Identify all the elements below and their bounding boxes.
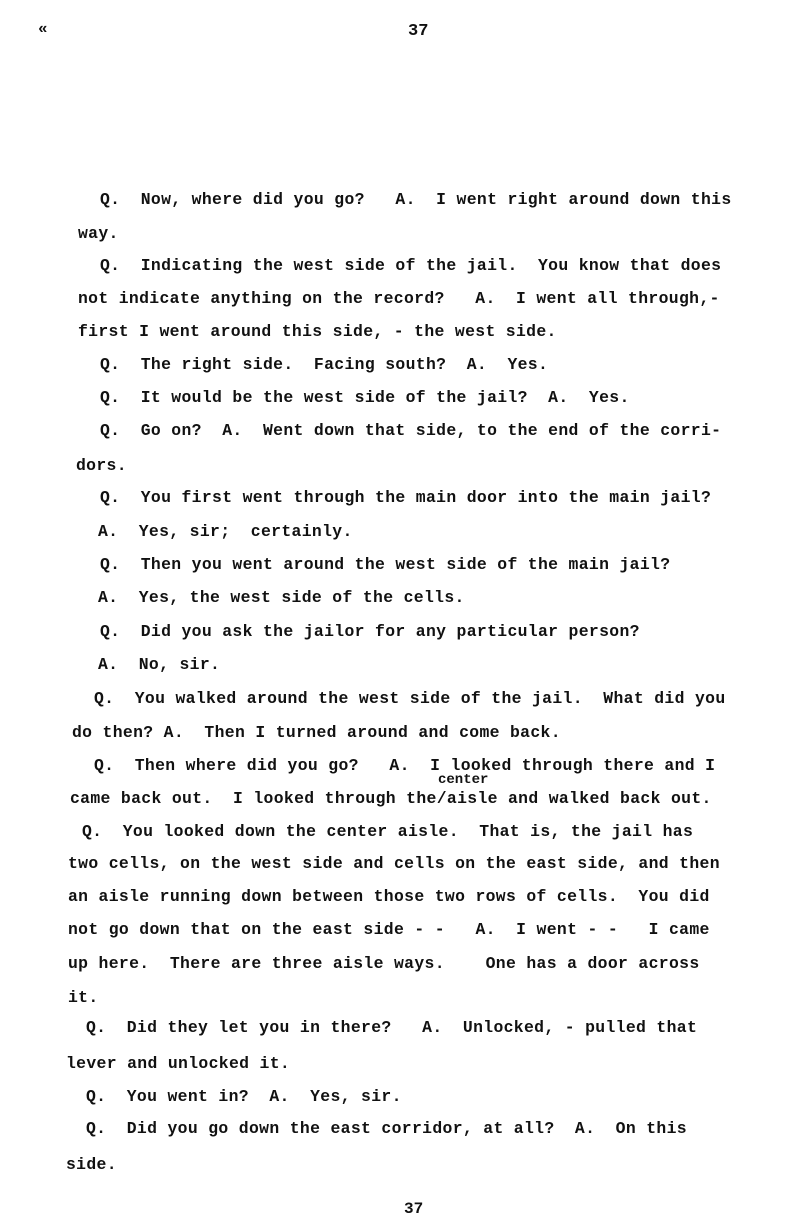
margin-mark: « bbox=[38, 20, 48, 38]
transcript-line: way. bbox=[78, 224, 119, 243]
transcript-line: Q. Did you ask the jailor for any particular person? bbox=[100, 622, 640, 641]
transcript-line: Q. You walked around the west side of the jail. What did you bbox=[94, 689, 726, 708]
transcript-line: an aisle running down between those two rows of cells. You did bbox=[68, 887, 710, 906]
transcript-line: do then? A. Then I turned around and come back. bbox=[72, 723, 561, 742]
interlinear-insertion: center bbox=[438, 772, 489, 788]
transcript-line: Q. Indicating the west side of the jail. You know that does bbox=[100, 256, 722, 275]
transcript-line: Q. Go on? A. Went down that side, to the end of the corri- bbox=[100, 421, 722, 440]
transcript-line: it. bbox=[68, 988, 99, 1007]
page-number-bottom: 37 bbox=[404, 1200, 424, 1218]
transcript-line: not indicate anything on the record? A. I went all through,- bbox=[78, 289, 720, 308]
transcript-line: Q. You went in? A. Yes, sir. bbox=[86, 1087, 402, 1106]
transcript-line: A. Yes, the west side of the cells. bbox=[98, 588, 465, 607]
transcript-line: Q. It would be the west side of the jail? A. Yes. bbox=[100, 388, 630, 407]
transcript-line: Q. Did they let you in there? A. Unlocked, - pulled that bbox=[86, 1018, 698, 1037]
transcript-line: Q. Then you went around the west side of the main jail? bbox=[100, 555, 671, 574]
transcript-line: side. bbox=[66, 1155, 117, 1174]
transcript-line: Q. The right side. Facing south? A. Yes. bbox=[100, 355, 549, 374]
transcript-line: lever and unlocked it. bbox=[66, 1054, 291, 1073]
transcript-line: not go down that on the east side - - A. I went - - I came bbox=[68, 920, 710, 939]
transcript-line: Q. Did you go down the east corridor, at all? A. On this bbox=[86, 1119, 687, 1138]
transcript-line: A. Yes, sir; certainly. bbox=[98, 522, 353, 541]
transcript-line: Q. Then where did you go? A. I looked through there and I bbox=[94, 756, 716, 775]
transcript-line: Q. You looked down the center aisle. That is, the jail has bbox=[82, 822, 694, 841]
transcript-line: A. No, sir. bbox=[98, 655, 221, 674]
transcript-line: Q. You first went through the main door into the main jail? bbox=[100, 488, 712, 507]
page-number-top: 37 bbox=[408, 22, 429, 41]
transcript-line: Q. Now, where did you go? A. I went right around down this bbox=[100, 190, 732, 209]
transcript-line: up here. There are three aisle ways. One has a door across bbox=[68, 954, 700, 973]
transcript-line: came back out. I looked through the/aisle and walked back out. bbox=[70, 789, 712, 808]
transcript-line: first I went around this side, - the west side. bbox=[78, 322, 557, 341]
transcript-line: dors. bbox=[76, 456, 127, 475]
transcript-line: two cells, on the west side and cells on the east side, and then bbox=[68, 854, 720, 873]
